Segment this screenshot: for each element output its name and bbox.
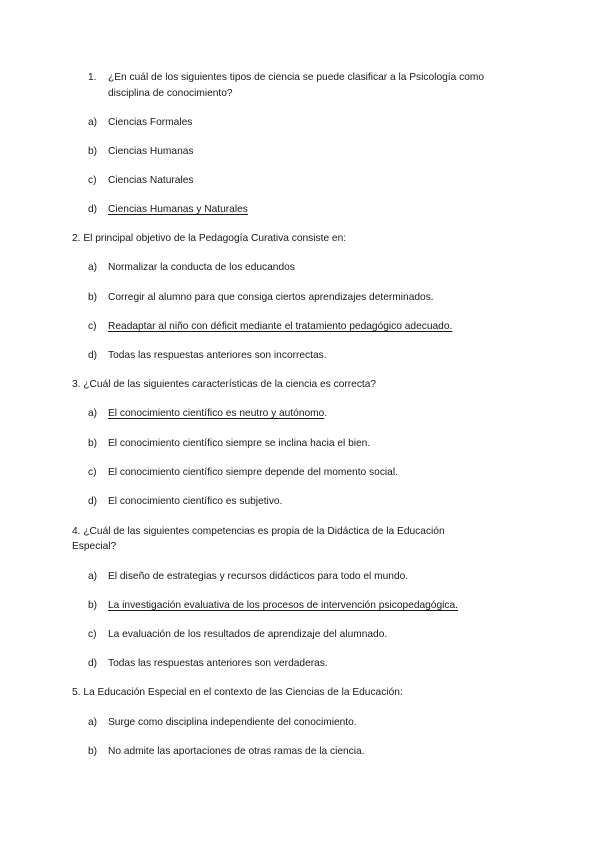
question-3-text: 3. ¿Cuál de las siguientes características de la ciencia es correcta? — [72, 379, 377, 390]
q2-option-a: Normalizar la conducta de los educandos — [108, 262, 295, 273]
q3-option-a-correct — [108, 408, 327, 419]
question-5-text: 5. La Educación Especial en el contexto de las Ciencias de la Educación: — [72, 687, 403, 698]
q5-option-a: Surge como disciplina independiente del conocimiento. — [108, 717, 357, 728]
q4-option-d-label: d) — [88, 658, 98, 669]
q2-option-d: Todas las respuestas anteriores son incorrectas. — [108, 350, 327, 361]
q2-option-a-label: a) — [88, 262, 98, 273]
q4-option-a: El diseño de estrategias y recursos didácticos para todo el mundo. — [108, 571, 409, 582]
question-4-text: 4. ¿Cuál de las siguientes competencias es propia de la Didáctica de la Educación — [72, 526, 445, 537]
q2-option-c-label: c) — [88, 321, 97, 332]
q1-option-c-label: c) — [88, 175, 97, 186]
q1-option-a-label: a) — [88, 117, 98, 128]
q3-option-a-period: . — [324, 408, 328, 419]
q1-option-c: Ciencias Naturales — [108, 175, 194, 186]
q2-option-b-label: b) — [88, 292, 98, 303]
q3-option-c-label: c) — [88, 467, 97, 478]
q1-option-d-label: d) — [88, 204, 98, 215]
q1-option-d-correct: Ciencias Humanas y Naturales — [108, 204, 248, 215]
q5-option-b: No admite las aportaciones de otras ramas de la ciencia. — [108, 746, 365, 757]
q3-option-c: El conocimiento científico siempre depende del momento social. — [108, 467, 398, 478]
question-1-text-cont: disciplina de conocimiento? — [108, 88, 233, 99]
question-1-text: ¿En cuál de los siguientes tipos de ciencia se puede clasificar a la Psicología como — [108, 72, 485, 83]
question-4-text-cont: Especial? — [72, 541, 117, 552]
q5-option-b-label: b) — [88, 746, 98, 757]
q5-option-a-label: a) — [88, 717, 98, 728]
q3-option-b: El conocimiento científico siempre se inclina hacia el bien. — [108, 438, 371, 449]
q1-option-b: Ciencias Humanas — [108, 146, 194, 157]
q4-option-d: Todas las respuestas anteriores son verdaderas. — [108, 658, 328, 669]
q3-option-a-text: El conocimiento científico es neutro y autónomo — [108, 408, 325, 419]
q4-option-c: La evaluación de los resultados de aprendizaje del alumnado. — [108, 629, 388, 640]
q4-option-c-label: c) — [88, 629, 97, 640]
q2-option-d-label: d) — [88, 350, 98, 361]
q4-option-b-correct: La investigación evaluativa de los procesos de intervención psicopedagógica. — [108, 600, 458, 611]
q3-option-a-label: a) — [88, 408, 98, 419]
q2-option-b: Corregir al alumno para que consiga ciertos aprendizajes determinados. — [108, 292, 434, 303]
question-1-number: 1. — [88, 72, 97, 83]
question-2-text: 2. El principal objetivo de la Pedagogía Curativa consiste en: — [72, 233, 347, 244]
q4-option-b-label: b) — [88, 600, 98, 611]
q3-option-b-label: b) — [88, 438, 98, 449]
q3-option-d: El conocimiento científico es subjetivo. — [108, 496, 283, 507]
q1-option-a: Ciencias Formales — [108, 117, 193, 128]
q4-option-a-label: a) — [88, 571, 98, 582]
q1-option-b-label: b) — [88, 146, 98, 157]
q3-option-d-label: d) — [88, 496, 98, 507]
q2-option-c-correct: Readaptar al niño con déficit mediante el tratamiento pedagógico adecuado. — [108, 321, 453, 332]
